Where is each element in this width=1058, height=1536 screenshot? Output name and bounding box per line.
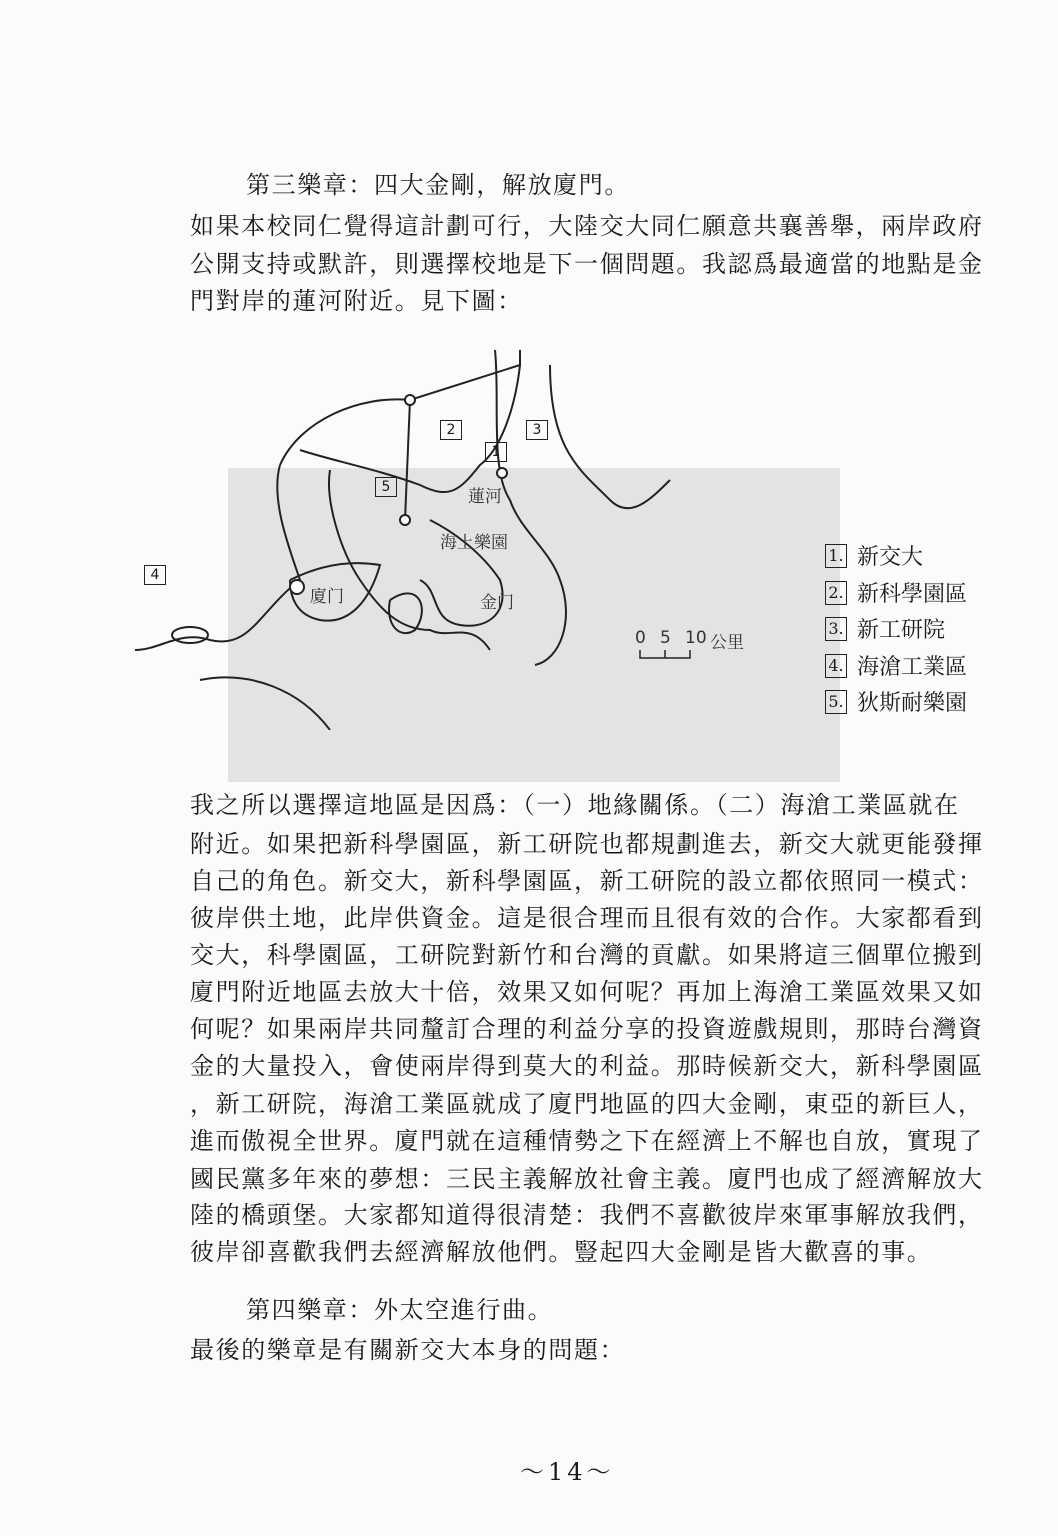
label-park: 海上樂園 <box>440 533 508 553</box>
map-box-1: 1 <box>485 442 507 462</box>
legend-num: 2. <box>825 581 847 605</box>
hand-drawn-map <box>130 350 830 734</box>
scale-5: 5 <box>660 628 671 648</box>
legend-label: 狄斯耐樂園 <box>857 691 968 716</box>
text-line: 自己的角色。新交大，新科學園區，新工研院的設立都依照同一模式： <box>190 867 984 895</box>
map-box-5: 5 <box>375 477 397 497</box>
legend-num: 3. <box>825 617 847 641</box>
text-line: 彼岸卻喜歡我們去經濟解放他們。豎起四大金剛是皆大歡喜的事。 <box>190 1238 933 1266</box>
text-line: 最後的樂章是有關新交大本身的問題： <box>190 1336 626 1364</box>
text-line: 我之所以選擇這地區是因爲：（一）地緣關係。（二）海滄工業區就在 <box>190 791 960 819</box>
legend-label: 新交大 <box>857 545 924 570</box>
section3-heading: 第三樂章：四大金剛，解放廈門。 <box>246 171 630 199</box>
legend-item <box>825 613 945 644</box>
map-box-4: 4 <box>144 565 166 585</box>
text-line: 金的大量投入，會使兩岸得到莫大的利益。那時候新交大，新科學園區 <box>190 1052 984 1080</box>
text-line: 門對岸的蓮河附近。見下圖： <box>190 287 523 315</box>
legend-num: 4. <box>825 654 847 678</box>
text-line: 進而傲視全世界。廈門就在這種情勢之下在經濟上不解也自放，實現了 <box>190 1127 984 1155</box>
text-line: 何呢？如果兩岸共同釐訂合理的利益分享的投資遊戲規則，那時台灣資 <box>190 1015 984 1043</box>
legend-num: 5. <box>825 690 847 714</box>
scale-10: 10 <box>685 628 707 648</box>
map-box-2: 2 <box>440 420 462 440</box>
label-kinmen: 金门 <box>480 593 514 613</box>
text-line: 國民黨多年來的夢想：三民主義解放社會主義。廈門也成了經濟解放大 <box>190 1165 984 1193</box>
legend-label: 海滄工業區 <box>857 655 968 680</box>
legend-item <box>825 540 923 571</box>
label-lianhe: 蓮河 <box>468 487 502 507</box>
text-line: 廈門附近地區去放大十倍，效果又如何呢？再加上海滄工業區效果又如 <box>190 978 984 1006</box>
legend-item <box>825 650 967 681</box>
text-line: 彼岸供土地，此岸供資金。這是很合理而且很有效的合作。大家都看到 <box>190 904 984 932</box>
page-number: ～14～ <box>520 1458 615 1486</box>
scale-unit: 公里 <box>710 633 744 653</box>
legend-label: 新科學園區 <box>857 582 968 607</box>
text-line: 如果本校同仁覺得這計劃可行，大陸交大同仁願意共襄善舉，兩岸政府 <box>190 212 984 240</box>
map-box-3: 3 <box>526 420 548 440</box>
text-line: ，新工研院，海滄工業區就成了廈門地區的四大金剛，東亞的新巨人， <box>190 1090 984 1118</box>
text-line: 陸的橋頭堡。大家都知道得很清楚：我們不喜歡彼岸來軍事解放我們， <box>190 1201 984 1229</box>
section4-heading: 第四樂章：外太空進行曲。 <box>246 1296 554 1324</box>
text-line: 附近。如果把新科學園區，新工研院也都規劃進去，新交大就更能發揮 <box>190 830 984 858</box>
legend-item <box>825 686 967 717</box>
text-line: 交大，科學園區，工研院對新竹和台灣的貢獻。如果將這三個單位搬到 <box>190 941 984 969</box>
text-line: 公開支持或默許，則選擇校地是下一個問題。我認爲最適當的地點是金 <box>190 250 984 278</box>
legend-num: 1. <box>825 544 847 568</box>
label-xiamen: 廈门 <box>310 587 344 607</box>
scale-0: 0 <box>635 628 646 648</box>
legend-item <box>825 577 967 608</box>
legend-label: 新工研院 <box>857 618 946 643</box>
